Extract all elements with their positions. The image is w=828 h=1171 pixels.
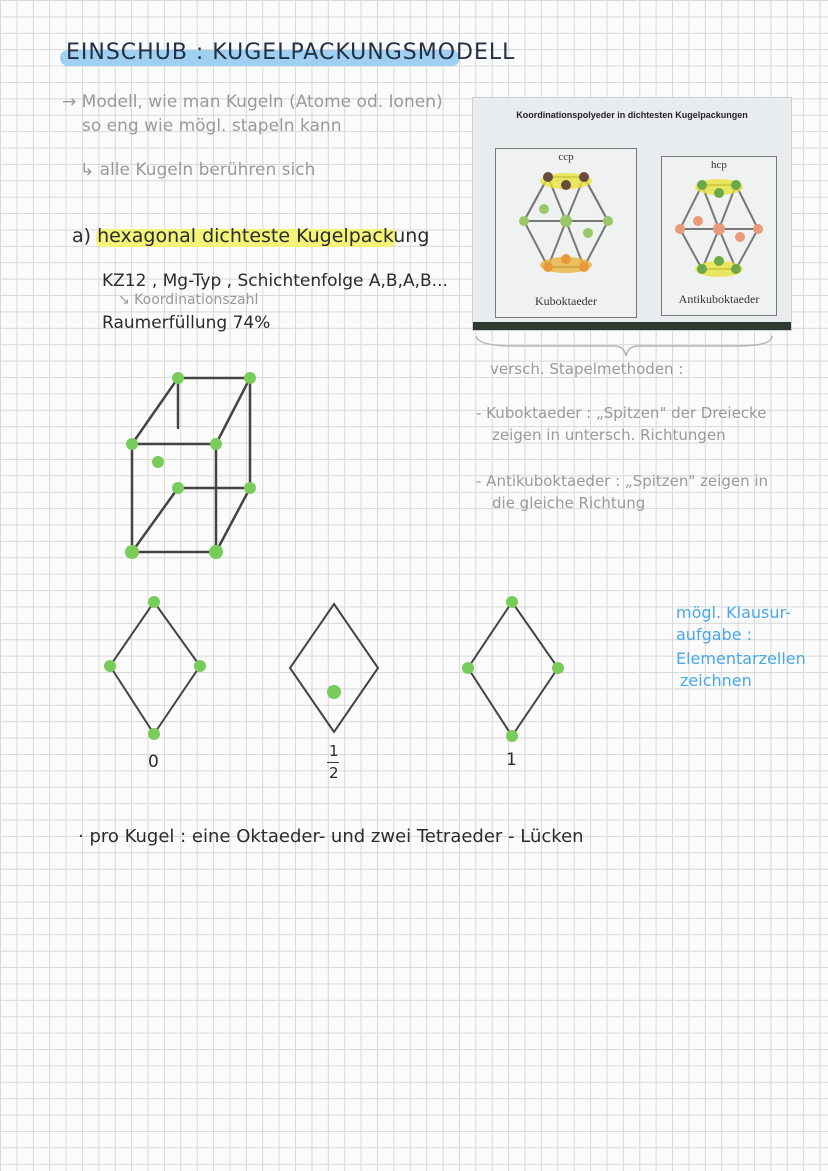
fraction-bar xyxy=(327,762,339,763)
photo-hcp-label: hcp xyxy=(711,159,727,171)
section-a-line-2: Raumerfüllung 74% xyxy=(102,313,271,333)
layer-0-rhombus xyxy=(100,596,212,742)
photo-ccp-caption: Kuboktaeder xyxy=(535,294,597,308)
layer-half-denominator: 2 xyxy=(329,764,339,782)
photo-hcp-panel xyxy=(661,156,777,316)
layer-1-rhombus xyxy=(458,596,568,742)
page-title: EINSCHUB : KUGELPACKUNGSMODELL xyxy=(66,40,516,65)
intro-line-3: ↳ alle Kugeln berühren sich xyxy=(80,160,316,180)
intro-line-1: → Modell, wie man Kugeln (Atome od. Ionen) xyxy=(62,92,443,112)
exam-note-line-3: Elementarzellen xyxy=(676,649,806,668)
stacking-item-2-line-1: - Antikuboktaeder : „Spitzen" zeigen in xyxy=(476,472,769,490)
exam-note-line-4: zeichnen xyxy=(680,671,752,690)
photo-hcp-caption: Antikuboktaeder xyxy=(678,292,760,306)
intro-line-2: so eng wie mögl. stapeln kann xyxy=(82,116,342,136)
section-a-subnote: ↘ Koordinationszahl xyxy=(118,292,259,308)
section-a-heading: a) hexagonal dichteste Kugelpackung xyxy=(72,225,430,247)
layer-half-numerator: 1 xyxy=(329,742,339,760)
brace xyxy=(474,332,774,358)
unit-cell-drawing xyxy=(120,368,270,568)
layer-0-label: 0 xyxy=(148,752,159,772)
exam-note-line-2: aufgabe : xyxy=(676,625,753,644)
photo-title: Koordinationspolyeder in dichtesten Kugelpackungen xyxy=(516,110,748,120)
photo-edge-strip xyxy=(473,322,791,330)
stacking-heading: versch. Stapelmethoden : xyxy=(490,360,684,378)
exam-note-line-1: mögl. Klausur- xyxy=(676,603,791,622)
layer-half-rhombus xyxy=(286,600,386,740)
stacking-item-1-line-1: - Kuboktaeder : „Spitzen" der Dreiecke xyxy=(476,404,767,422)
void-statement: · pro Kugel : eine Oktaeder- und zwei Tetraeder - Lücken xyxy=(78,826,584,847)
layer-1-label: 1 xyxy=(506,750,517,770)
section-a-line-1: KZ12 , Mg-Typ , Schichtenfolge A,B,A,B... xyxy=(102,271,448,291)
stacking-item-2-line-2: die gleiche Richtung xyxy=(492,494,646,512)
stacking-item-1-line-2: zeigen in untersch. Richtungen xyxy=(492,426,726,444)
photo-ccp-label: ccp xyxy=(558,151,574,163)
coordination-polyhedra-photo xyxy=(473,98,791,330)
photo-ccp-panel xyxy=(495,148,637,318)
cuboctahedron-model xyxy=(496,149,636,317)
